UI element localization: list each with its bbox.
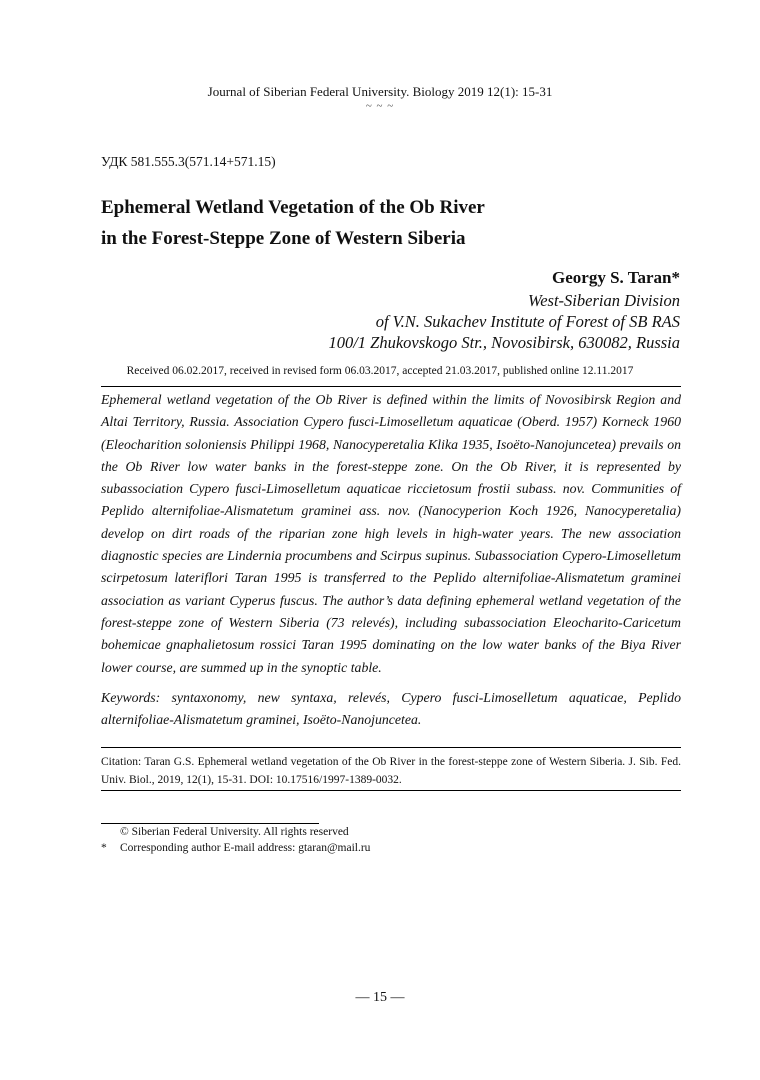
divider [101, 790, 681, 791]
citation: Citation: Taran G.S. Ephemeral wetland vegetation of the Ob River in the forest-steppe zone of Western Siberia. J. Sib. Fed. Univ. Biol., 2019, 12(1), 15-31. DOI: 10.17516/1997-1389-0032. [101, 756, 681, 786]
divider [101, 747, 681, 748]
keywords: Keywords: syntaxonomy, new syntaxa, relevés, Cypero fusci-Limoselletum aquaticae, Peplido alternifoliae-Alismatetum graminei, Isoëto-Nanojuncetea. [101, 690, 681, 728]
footnote-mark [101, 825, 120, 841]
footnote-text: Corresponding author E-mail address: gtaran@mail.ru [120, 841, 371, 854]
udk-code: УДК 581.555.3(571.14+571.15) [101, 154, 276, 169]
paper-title [101, 192, 701, 254]
title-line-1: Ephemeral Wetland Vegetation of the Ob River [101, 197, 485, 218]
footnote-divider [101, 823, 319, 824]
received-dates: Received 06.02.2017, received in revised form 06.03.2017, accepted 21.03.2017, published online 12.11.2017 [126, 365, 634, 377]
header-ornament: ~ ~ ~ [365, 100, 395, 112]
footnote-text: © Siberian Federal University. All rights reserved [120, 826, 349, 838]
abstract: Ephemeral wetland vegetation of the Ob River is defined within the limits of Novosibirsk Region and Altai Territory, Russia. Association Cypero fusci-Limoselletum aquaticae (Oberd. 1957) Korneck 1960 (Eleocharition soloniensis Philippi 1968, Nanocyperetalia Klika 1935, Isoëto-Nanojuncetea) prevails on the Ob River low water banks in the forest-steppe zone. On the Ob River, it is represented by subassociation Cypero fusci-Limoselletum aquaticae riccietosum frostii subass. nov. Communities of Peplido alternifoliae-Alismatetum graminei ass. nov. (Nanocyperion Koch 1926, Nanocyperetalia) develop on dirt roads of the riparian zone high levels in high-water years. The new association diagnostic species are Lindernia procumbens and Scirpus supinus. Subassociation Cypero-Limoselletum scirpetosum lateriflori Taran 1995 is transferred to the Peplido alternifoliae-Alismatetum graminei association as variant Cyperus fuscus. The author’s data defining ephemeral wetland vegetation of the forest-steppe zone of Western Siberia (73 relevés), including subassociation Eleocharito-Caricetum bohemicae gnaphalietosum rossici Taran 1995 dominating on the low water banks of the Biya River lower course, are summed up in the synoptic table. [101, 392, 681, 675]
footnote-copyright [101, 825, 370, 841]
title-line-2: in the Forest-Steppe Zone of Western Siberia [101, 228, 466, 249]
footnote-corresponding-author [101, 841, 370, 857]
affiliation-line: of V.N. Sukachev Institute of Forest of SB RAS [375, 312, 680, 331]
journal-header: Journal of Siberian Federal University. Biology 2019 12(1): 15-31 [207, 84, 553, 99]
footnote-mark: * [101, 841, 107, 854]
affiliation-line: West-Siberian Division [527, 291, 680, 310]
author-name: Georgy S. Taran* [552, 268, 680, 287]
footnotes [101, 825, 370, 856]
page-number: — 15 — [355, 990, 405, 1005]
author-block [180, 266, 680, 353]
divider [101, 386, 681, 387]
affiliation-line: 100/1 Zhukovskogo Str., Novosibirsk, 630082, Russia [328, 333, 680, 352]
